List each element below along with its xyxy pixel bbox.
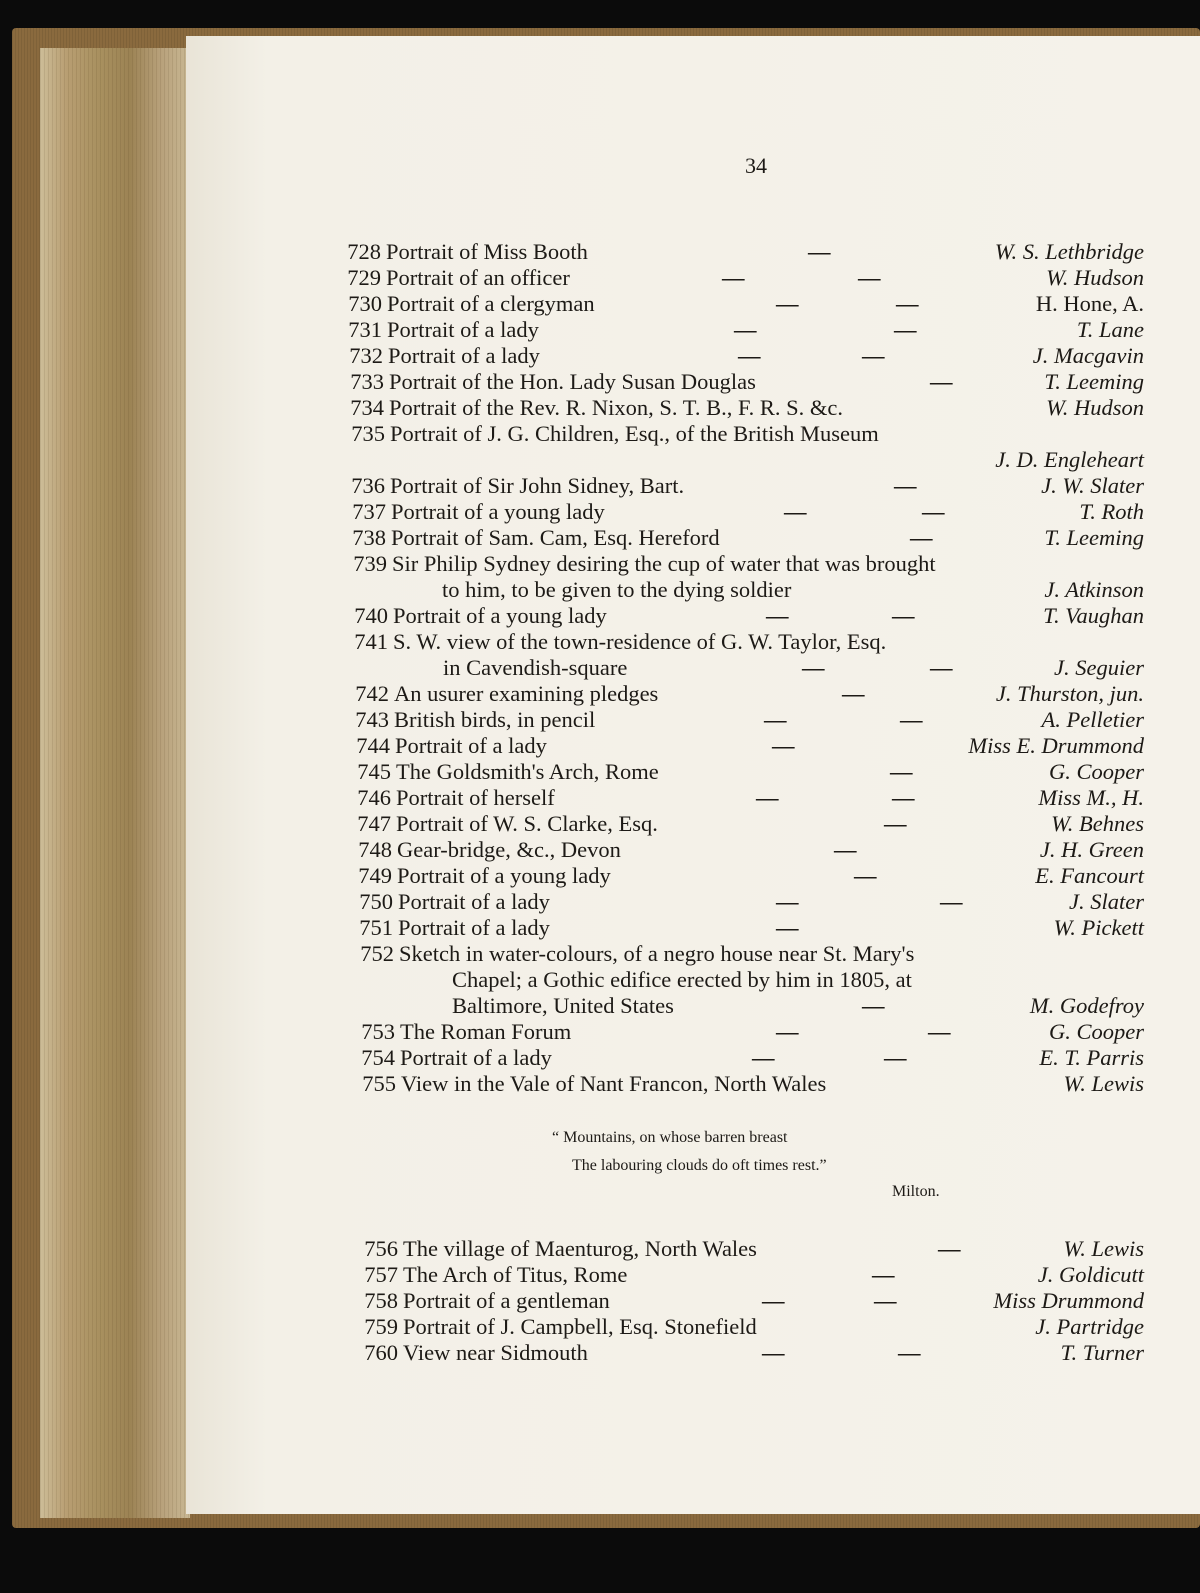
entry-741-line2 [186,655,1200,681]
dash: — [756,785,779,810]
entry-artist: H. Hone, A. [1035,291,1144,316]
entry-artist: W. S. Lethbridge [994,239,1144,264]
entry-title: Portrait of a clergyman [387,291,595,316]
entry-755 [186,1071,1200,1097]
dash: — [772,733,795,758]
entry-752 [186,941,1200,967]
entry-746 [186,785,1200,811]
entry-number: 747 [357,811,391,836]
entry-number: 734 [350,395,384,420]
entry-artist: W. Pickett [1053,915,1144,940]
entry-738 [186,525,1200,551]
dash: — [858,265,881,290]
entry-title: Portrait of a young lady [391,499,605,524]
entry-title: Portrait of a gentleman [403,1288,610,1313]
entry-title: Portrait of a lady [398,915,550,940]
entry-740 [186,603,1200,629]
entry-number: 748 [358,837,392,862]
entry-741 [186,629,1200,655]
entry-number: 740 [354,603,388,628]
dash: — [776,915,799,940]
entry-artist: M. Godefroy [1029,993,1144,1018]
entry-number: 737 [352,499,386,524]
dash: — [862,343,885,368]
entry-758 [186,1288,1200,1314]
entry-artist: J. Macgavin [1032,343,1144,368]
entry-751 [186,915,1200,941]
dash: — [928,1019,951,1044]
entry-title: Sketch in water-colours, of a negro house near St. Mary's [399,941,915,966]
entry-745 [186,759,1200,785]
entry-title: Portrait of a lady [400,1045,552,1070]
entry-734 [186,395,1200,421]
dash: — [910,525,933,550]
entry-artist: J. Slater [1069,889,1144,914]
entry-title: Portrait of Sir John Sidney, Bart. [390,473,685,498]
entry-artist: J. W. Slater [1041,473,1144,498]
entry-artist: J. D. Engleheart [995,447,1144,472]
entry-number: 759 [364,1314,398,1339]
dash: — [938,1236,961,1261]
entry-title-continued: to him, to be given to the dying soldier [442,577,792,602]
dash: — [802,655,825,680]
entry-757 [186,1262,1200,1288]
entry-729 [186,265,1200,291]
entry-title-continued: Baltimore, United States [452,993,674,1018]
entry-artist: E. Fancourt [1035,863,1144,888]
entry-744 [186,733,1200,759]
entry-752-line3 [186,993,1200,1019]
entry-title: View near Sidmouth [403,1340,588,1365]
entry-752-line2 [186,967,1200,993]
entry-artist: T. Roth [1079,499,1144,524]
entry-number: 753 [361,1019,395,1044]
dash: — [894,317,917,342]
entry-number: 755 [362,1071,396,1096]
dash: — [930,655,953,680]
entry-number: 744 [356,733,390,758]
entry-artist: W. Behnes [1051,811,1144,836]
dash: — [752,1045,775,1070]
entry-title: Portrait of J. G. Children, Esq., of the British Museum [390,421,879,446]
entry-number: 743 [355,707,389,732]
page-edges [40,48,190,1518]
entry-title: Portrait of W. S. Clarke, Esq. [396,811,658,836]
entry-735-artist-line [186,447,1200,473]
entry-artist: J. Goldicutt [1037,1262,1144,1287]
dash: — [940,889,963,914]
entry-number: 728 [347,239,381,264]
entry-title: Portrait of the Hon. Lady Susan Douglas [389,369,756,394]
entry-title: View in the Vale of Nant Francon, North Wales [401,1071,827,1096]
entry-number: 729 [347,265,381,290]
dash: — [776,1019,799,1044]
entry-artist: A. Pelletier [1041,707,1144,732]
dash: — [722,265,745,290]
dash: — [874,1288,897,1313]
entry-number: 735 [351,421,385,446]
entry-artist: T. Leeming [1044,525,1144,550]
dash: — [766,603,789,628]
entry-732 [186,343,1200,369]
dash: — [734,317,757,342]
entry-artist: J. Seguier [1054,655,1144,680]
dash: — [890,759,913,784]
entry-title: The Goldsmith's Arch, Rome [396,759,659,784]
dash: — [892,785,915,810]
entry-title: Portrait of a lady [387,317,539,342]
entry-number: 752 [360,941,394,966]
entry-title: Portrait of a young lady [393,603,607,628]
dash: — [854,863,877,888]
entry-number: 741 [354,629,388,654]
entry-artist: T. Turner [1060,1340,1144,1365]
book-page [186,36,1200,1514]
entry-number: 732 [349,343,383,368]
dash: — [884,1045,907,1070]
entry-title: Portrait of Miss Booth [386,239,588,264]
quote-attribution: Milton. [892,1183,940,1200]
entry-753 [186,1019,1200,1045]
entry-artist: E. T. Parris [1039,1045,1144,1070]
entry-number: 738 [352,525,386,550]
entry-title: An usurer examining pledges [394,681,659,706]
entry-number: 760 [364,1340,398,1365]
entry-title: British birds, in pencil [394,707,596,732]
entry-artist: J. Thurston, jun. [995,681,1144,706]
entry-artist: G. Cooper [1049,759,1144,784]
entry-733 [186,369,1200,395]
entry-title: Portrait of the Rev. R. Nixon, S. T. B., F. R. S. &c. [389,395,844,420]
entry-743 [186,707,1200,733]
entry-artist: J. H. Green [1039,837,1144,862]
entry-artist: J. Partridge [1035,1314,1144,1339]
dash: — [764,707,787,732]
entry-739-line2 [186,577,1200,603]
entry-735 [186,421,1200,447]
dash: — [922,499,945,524]
entry-title: Portrait of herself [396,785,555,810]
entry-artist: Miss M., H. [1038,785,1144,810]
entry-number: 754 [361,1045,395,1070]
dash: — [842,681,865,706]
dash: — [762,1288,785,1313]
dash: — [898,1340,921,1365]
entry-number: 758 [364,1288,398,1313]
quote-line-2: The labouring clouds do oft times rest.” [572,1157,827,1174]
entry-742 [186,681,1200,707]
entry-number: 746 [357,785,391,810]
entry-artist: W. Lewis [1063,1071,1144,1096]
entry-748 [186,837,1200,863]
entry-750 [186,889,1200,915]
entry-title-continued: in Cavendish-square [443,655,628,680]
quote-line-1: “ Mountains, on whose barren breast [552,1129,788,1146]
entry-number: 730 [348,291,382,316]
entry-number: 736 [351,473,385,498]
entry-title: The Arch of Titus, Rome [403,1262,628,1287]
entry-artist: G. Cooper [1049,1019,1144,1044]
entry-736 [186,473,1200,499]
entry-title: Portrait of Sam. Cam, Esq. Hereford [391,525,720,550]
entry-title: Portrait of a young lady [397,863,611,888]
entry-artist: W. Hudson [1046,395,1144,420]
entry-728 [186,239,1200,265]
dash: — [834,837,857,862]
entry-number: 750 [359,889,393,914]
entry-number: 742 [355,681,389,706]
entry-number: 751 [359,915,393,940]
entry-760 [186,1340,1200,1366]
entry-title: Portrait of J. Campbell, Esq. Stonefield [403,1314,757,1339]
entry-737 [186,499,1200,525]
entry-title-continued: Chapel; a Gothic edifice erected by him in 1805, at [452,967,912,992]
entry-759 [186,1314,1200,1340]
entry-title: Portrait of a lady [388,343,540,368]
dash: — [762,1340,785,1365]
dash: — [784,499,807,524]
entry-731 [186,317,1200,343]
page-number: 34 [745,153,767,178]
entry-artist: J. Atkinson [1044,577,1144,602]
entry-artist: T. Leeming [1044,369,1144,394]
entry-number: 733 [350,369,384,394]
entry-number: 749 [358,863,392,888]
entry-756 [186,1236,1200,1262]
dash: — [896,291,919,316]
dash: — [862,993,885,1018]
entry-title: Gear-bridge, &c., Devon [397,837,621,862]
entry-number: 756 [364,1236,398,1261]
entry-title: Portrait of an officer [386,265,570,290]
entry-754 [186,1045,1200,1071]
entry-title: Sir Philip Sydney desiring the cup of water that was brought [392,551,936,576]
entry-title: The village of Maenturog, North Wales [403,1236,757,1261]
entry-739 [186,551,1200,577]
entry-artist: W. Hudson [1046,265,1144,290]
dash: — [872,1262,895,1287]
dash: — [776,291,799,316]
entry-title: Portrait of a lady [395,733,547,758]
entry-730 [186,291,1200,317]
dash: — [738,343,761,368]
entry-title: The Roman Forum [400,1019,572,1044]
dash: — [894,473,917,498]
entry-title: S. W. view of the town-residence of G. W. Taylor, Esq. [393,629,887,654]
entry-number: 757 [364,1262,398,1287]
entry-artist: T. Vaughan [1043,603,1144,628]
entry-747 [186,811,1200,837]
entry-number: 739 [353,551,387,576]
entry-artist: W. Lewis [1063,1236,1144,1261]
entry-749 [186,863,1200,889]
dash: — [884,811,907,836]
entry-artist: Miss E. Drummond [968,733,1144,758]
dash: — [808,239,831,264]
entry-number: 731 [348,317,382,342]
dash: — [892,603,915,628]
entry-artist: Miss Drummond [993,1288,1144,1313]
dash: — [776,889,799,914]
dash: — [900,707,923,732]
entry-artist: T. Lane [1076,317,1144,342]
entry-number: 745 [357,759,391,784]
entry-title: Portrait of a lady [398,889,550,914]
dash: — [930,369,953,394]
